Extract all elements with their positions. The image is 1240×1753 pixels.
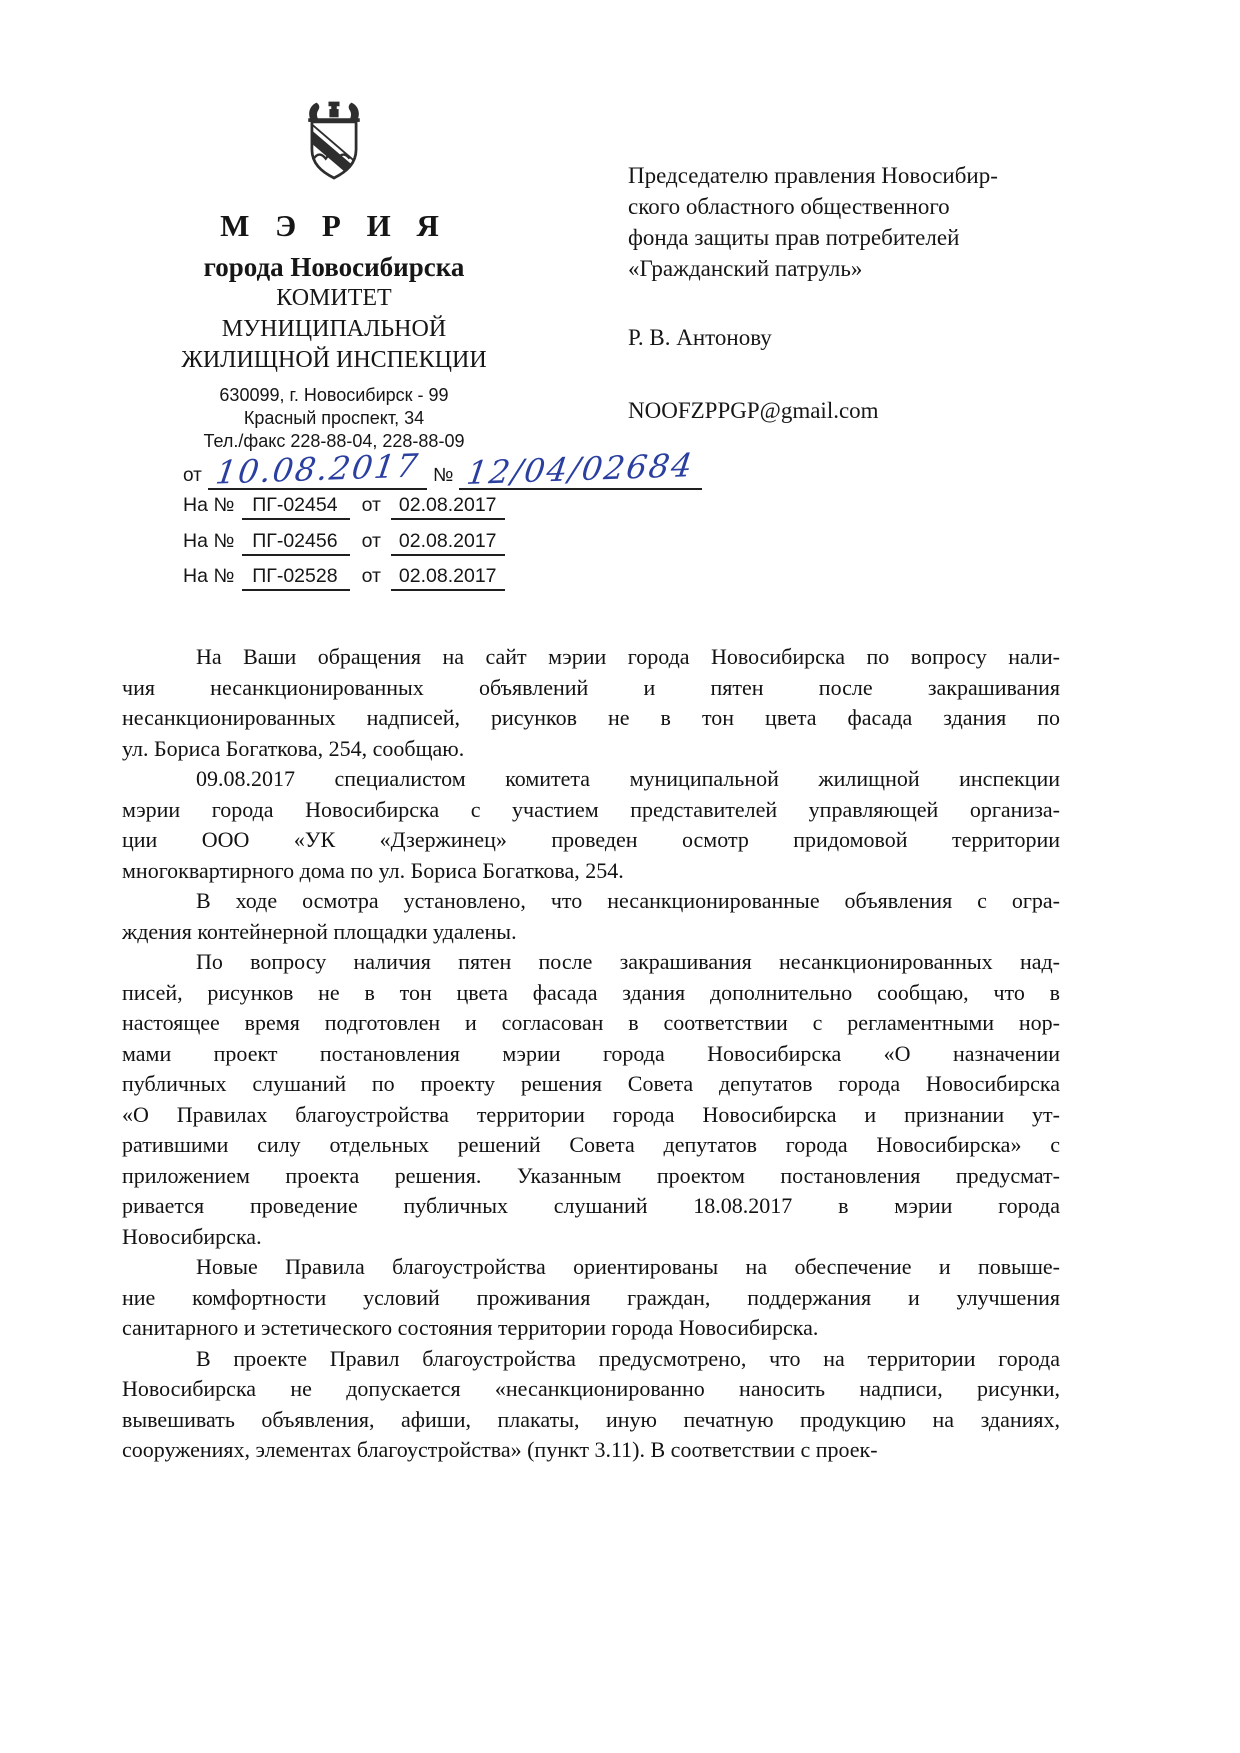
org-phone: Тел./факс 228-88-04, 228-88-09 — [203, 431, 465, 451]
from-label: от — [361, 494, 381, 516]
incoming-ref-row — [183, 530, 505, 566]
incoming-ref-row — [183, 494, 505, 530]
incoming-date: 02.08.2017 — [391, 530, 505, 556]
from-label: от — [361, 565, 381, 587]
outgoing-number-underline — [459, 445, 702, 493]
paragraph — [122, 1344, 1060, 1466]
addressee-name: Р. В. Антонову — [628, 325, 772, 350]
addressee-email: NOOFZPPGP@gmail.com — [628, 398, 879, 423]
paragraph — [122, 947, 1060, 1252]
letter-body — [122, 642, 1060, 1466]
body-line: 09.08.2017 специалистом комитета муниципальной жилищной инспекции — [196, 766, 1060, 791]
org-postal-address: 630099, г. Новосибирск - 99 — [219, 385, 449, 405]
body-line: На Ваши обращения на сайт мэрии города Новосибирска по вопросу нали- — [196, 644, 1060, 669]
body-line: многоквартирного дома по ул. Бориса Богаткова, 254. — [122, 857, 624, 883]
body-line: «О Правилах благоустройства территории города Новосибирска и признании ут- — [122, 1101, 1060, 1127]
paragraph — [122, 1252, 1060, 1344]
body-line: ние комфортности условий проживания граждан, поддержания и улучшения — [122, 1284, 1060, 1310]
body-line: писей, рисунков не в тон цвета фасада здания дополнительно сообщаю, что в — [122, 979, 1060, 1005]
org-name-meriya: М Э Р И Я — [220, 208, 448, 243]
org-dept-line2: МУНИЦИПАЛЬНОЙ — [221, 316, 447, 342]
body-line: приложением проекта решения. Указанным проектом постановления предусмат- — [122, 1162, 1060, 1188]
incoming-number: ПГ-02456 — [242, 530, 349, 556]
outgoing-number-handwritten: 12/04/02684 — [464, 445, 697, 493]
body-line: мами проект постановления мэрии города Новосибирска «О назначении — [122, 1040, 1060, 1066]
addressee-line: Председателю правления Новосибир- — [628, 163, 998, 188]
sender-block — [148, 96, 520, 453]
body-line: Новые Правила благоустройства ориентированы на обеспечение и повыше- — [196, 1254, 1060, 1279]
body-line: ривается проведение публичных слушаний 18.08.2017 в мэрии города — [122, 1193, 1060, 1218]
org-street-address: Красный проспект, 34 — [243, 408, 425, 428]
body-line: вывешивать объявления, афиши, плакаты, иную печатную продукцию на зданиях, — [122, 1406, 1060, 1432]
addressee-line: ского областного общественного — [628, 194, 950, 219]
body-line: мэрии города Новосибирска с участием представителей управляющей организа- — [122, 796, 1060, 822]
body-line: несанкционированных надписей, рисунков не в тон цвета фасада здания по — [122, 705, 1060, 730]
novosibirsk-coat-of-arms-icon — [148, 96, 520, 192]
outgoing-date-handwritten: 10.08.2017 — [213, 446, 422, 492]
na-number-label: На № — [183, 494, 235, 516]
body-line: Новосибирска. — [122, 1223, 262, 1249]
org-name-city: города Новосибирска — [203, 252, 465, 282]
from-label: от — [361, 529, 381, 552]
org-dept-line1: КОМИТЕТ — [276, 285, 392, 311]
body-line: В проекте Правил благоустройства предусмотрено, что на территории города — [196, 1345, 1060, 1371]
incoming-date: 02.08.2017 — [391, 565, 505, 591]
addressee-block — [628, 160, 1098, 426]
incoming-date: 02.08.2017 — [391, 494, 505, 520]
outgoing-ref-line — [183, 438, 708, 493]
outgoing-date-underline — [208, 446, 427, 492]
from-label: от — [183, 465, 202, 486]
na-number-label: На № — [183, 529, 235, 552]
na-number-label: На № — [183, 565, 235, 587]
body-line: В ходе осмотра установлено, что несанкционированные объявления с огра- — [196, 888, 1060, 913]
incoming-refs — [183, 494, 505, 601]
incoming-ref-row — [183, 565, 505, 601]
body-line: ции ООО «УК «Дзержинец» проведен осмотр придомовой территории — [122, 827, 1060, 852]
paragraph — [122, 886, 1060, 947]
body-line: ждения контейнерной площадки удалены. — [122, 918, 517, 944]
paragraph — [122, 764, 1060, 886]
body-line: ратившими силу отдельных решений Совета депутатов города Новосибирска» с — [122, 1132, 1060, 1157]
body-line: санитарного и эстетического состояния территории города Новосибирска. — [122, 1315, 819, 1340]
body-line: По вопросу наличия пятен после закрашивания несанкционированных над- — [196, 949, 1060, 974]
body-line: Новосибирска не допускается «несанкционированно наносить надписи, рисунки, — [122, 1376, 1060, 1401]
body-line: сооружениях, элементах благоустройства» (пункт 3.11). В соответствии с проек- — [122, 1437, 878, 1462]
addressee-line: фонда защиты прав потребителей — [628, 225, 960, 250]
body-line: чия несанкционированных объявлений и пятен после закрашивания — [122, 674, 1060, 700]
number-sign-label: № — [433, 465, 454, 486]
body-line: ул. Бориса Богаткова, 254, сообщаю. — [122, 735, 465, 761]
body-line: настоящее время подготовлен и согласован в соответствии с регламентными нор- — [122, 1010, 1060, 1035]
incoming-number: ПГ-02528 — [242, 565, 349, 591]
body-line: публичных слушаний по проекту решения Совета депутатов города Новосибирска — [122, 1071, 1060, 1096]
org-dept-line3: ЖИЛИЩНОЙ ИНСПЕКЦИИ — [181, 347, 487, 373]
incoming-number: ПГ-02454 — [242, 494, 349, 520]
addressee-line: «Гражданский патруль» — [628, 256, 863, 281]
paragraph — [122, 642, 1060, 764]
